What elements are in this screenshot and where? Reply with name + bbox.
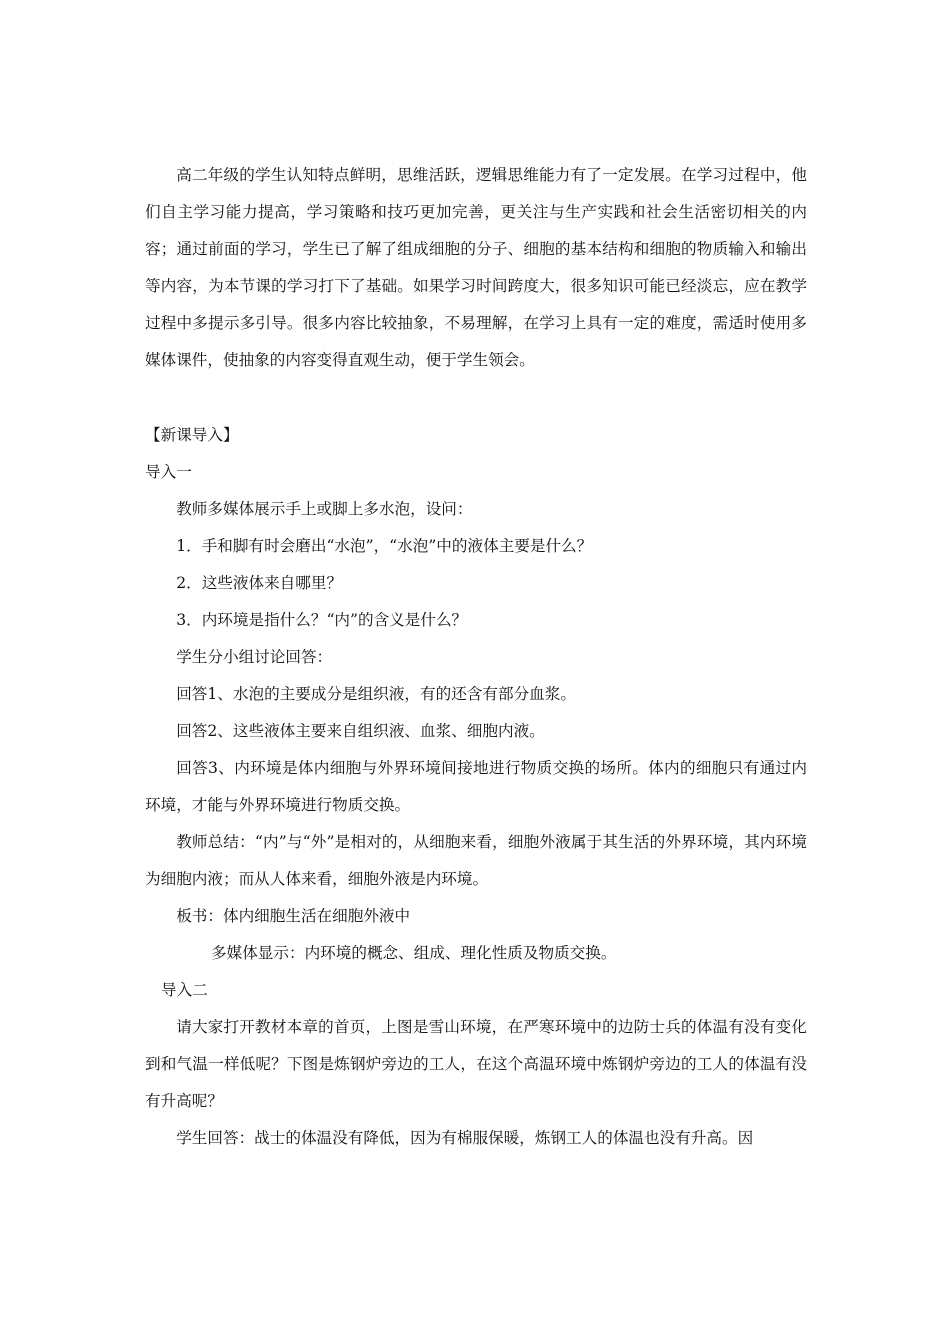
intro1-title: 导入一 <box>145 463 192 481</box>
answer-item: 回答3、内环境是体内细胞与外界环境间接地进行物质交换的场所。体内的细胞只有通过内环境，才能与外界环境进行物质交换。 <box>145 759 807 814</box>
intro2-title: 导入二 <box>161 981 208 999</box>
intro2-paragraph: 请大家打开教材本章的首页，上图是雪山环境，在严寒环境中的边防士兵的体温有没有变化到和气温一样低呢？下图是炼钢炉旁边的工人，在这个高温环境中炼钢炉旁边的工人的体温有没有升高呢？ <box>145 1018 807 1110</box>
question-item: 3．内环境是指什么？“内”的含义是什么？ <box>176 611 468 629</box>
section-gap <box>145 379 807 417</box>
multimedia-note: 多媒体显示：内环境的概念、组成、理化性质及物质交换。 <box>211 944 617 962</box>
intro-paragraph: 高二年级的学生认知特点鲜明，思维活跃，逻辑思维能力有了一定发展。在学习过程中，他们自主学习能力提高，学习策略和技巧更加完善，更关注与生产实践和社会生活密切相关的内容；通过前面的学习，学生已了解了组成细胞的分子、细胞的基本结构和细胞的物质输入和输出等内容，为本节课的学习打下了基础。如果学习时间跨度大，很多知识可能已经淡忘，应在教学过程中多提示多引导。很多内容比较抽象，不易理解，在学习上具有一定的难度，需适时使用多媒体课件，使抽象的内容变得直观生动，便于学生领会。 <box>145 166 807 369</box>
document-body <box>145 157 807 1157</box>
teacher-summary: 教师总结：“内”与“外”是相对的，从细胞来看，细胞外液属于其生活的外界环境，其内环境为细胞内液；而从人体来看，细胞外液是内环境。 <box>145 833 807 888</box>
teacher-prompt: 教师多媒体展示手上或脚上多水泡，设问： <box>176 500 473 518</box>
question-item: 2．这些液体来自哪里？ <box>176 574 343 592</box>
answer-item: 回答1、水泡的主要成分是组织液，有的还含有部分血浆。 <box>176 685 576 703</box>
board-note: 板书：体内细胞生活在细胞外液中 <box>176 907 411 925</box>
answer-item: 回答2、这些液体主要来自组织液、血浆、细胞内液。 <box>176 722 545 740</box>
student-answer: 学生回答：战士的体温没有降低，因为有棉服保暖，炼钢工人的体温也没有升高。因 <box>176 1129 754 1147</box>
section-heading: 【新课导入】 <box>145 426 239 444</box>
student-action: 学生分小组讨论回答： <box>176 648 333 666</box>
question-item: 1．手和脚有时会磨出“水泡”，“水泡”中的液体主要是什么？ <box>176 537 593 555</box>
